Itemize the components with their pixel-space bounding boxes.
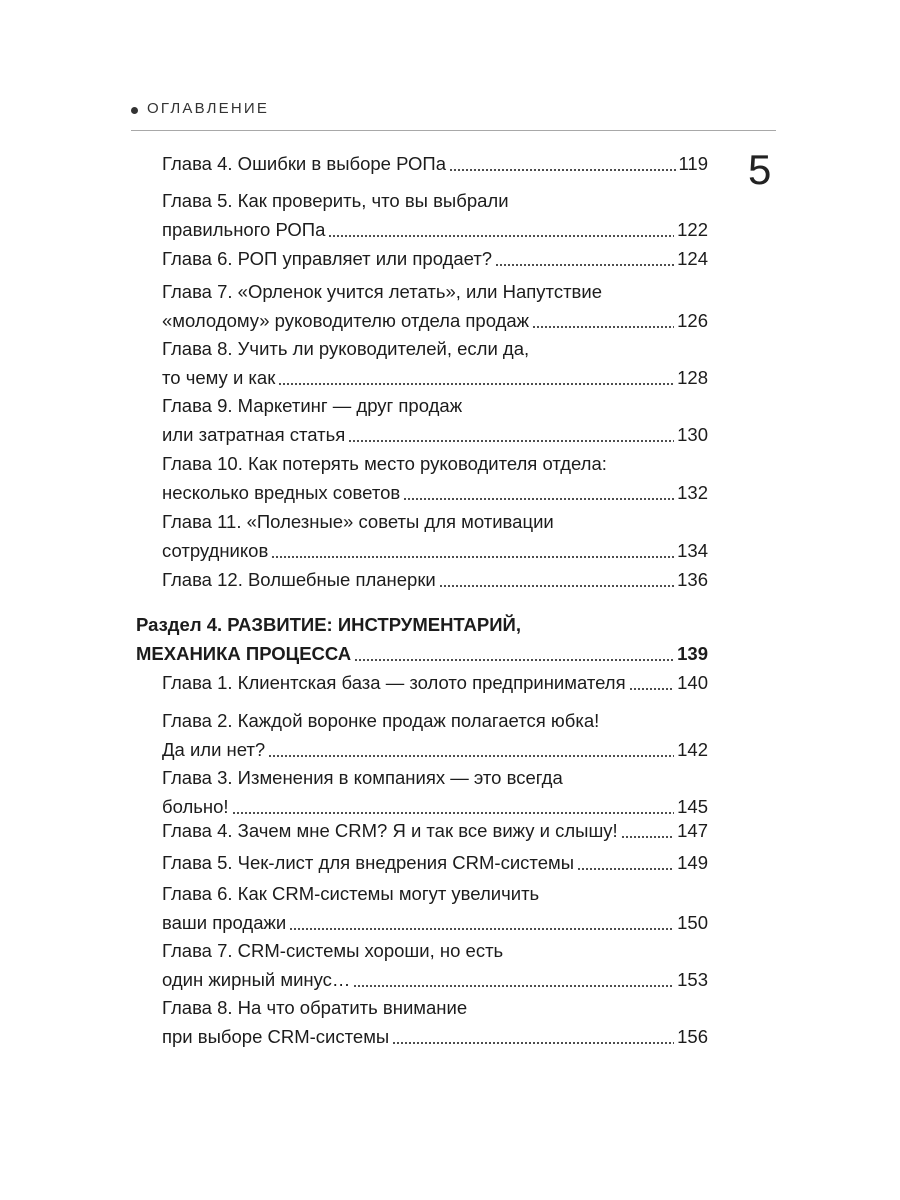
toc-page-number: 130: [677, 424, 708, 445]
toc-entry-title: Глава 7. CRM-системы хороши, но есть: [162, 940, 504, 961]
toc-entry-line: [162, 449, 708, 475]
toc-page-number: 132: [677, 482, 708, 503]
dot-leader: [348, 440, 674, 442]
toc-entry-line: [162, 507, 708, 533]
toc-entry-line: [162, 965, 708, 991]
toc-entry-line: [162, 848, 708, 874]
dot-leader: [495, 264, 674, 266]
toc-page-number: 150: [677, 912, 708, 933]
toc-entry-title: Раздел 4. РАЗВИТИЕ: ИНСТРУМЕНТАРИЙ,: [136, 614, 521, 635]
toc-entry-title: МЕХАНИКА ПРОЦЕССА: [136, 643, 352, 664]
toc-entry-line: [162, 277, 708, 303]
dot-leader: [278, 383, 674, 385]
toc-entry-title: Глава 12. Волшебные планерки: [162, 569, 436, 590]
dot-leader: [577, 868, 674, 870]
toc-entry-line: [162, 792, 708, 818]
toc-entry-line: [162, 186, 708, 212]
toc-page-number: 145: [677, 796, 708, 817]
toc-entry-title: Глава 8. Учить ли руководителей, если да,: [162, 338, 530, 359]
toc-entry-title: Глава 4. Зачем мне CRM? Я и так все вижу и слышу!: [162, 820, 618, 841]
toc-entry-title: сотрудников: [162, 540, 269, 561]
toc-entry-line: [162, 536, 708, 562]
toc-entry-line: [162, 565, 708, 591]
toc-entry-title: Глава 6. Как CRM-системы могут увеличить: [162, 883, 540, 904]
dot-leader: [354, 659, 674, 661]
toc-entry-title: при выборе CRM-системы: [162, 1026, 390, 1047]
dot-leader: [353, 985, 674, 987]
toc-entry-title: больно!: [162, 796, 229, 817]
dot-leader: [621, 836, 674, 838]
toc-entry-title: то чему и как: [162, 367, 276, 388]
toc-page-number: 147: [677, 820, 708, 841]
toc-page-number: 126: [677, 310, 708, 331]
dot-leader: [328, 235, 674, 237]
toc-section-line: [136, 639, 708, 665]
dot-leader: [532, 326, 674, 328]
toc-entry-line: [162, 993, 708, 1019]
toc-entry-title: Глава 10. Как потерять место руководителя отдела:: [162, 453, 607, 474]
toc-page-number: 153: [677, 969, 708, 990]
dot-leader: [392, 1042, 674, 1044]
toc-entry-line: [162, 478, 708, 504]
toc-entry-line: [162, 215, 708, 241]
toc-page-number: 142: [677, 739, 708, 760]
dot-leader: [403, 498, 674, 500]
toc-page-number: 134: [677, 540, 708, 561]
toc-entry-line: [162, 879, 708, 905]
toc-page-number: 124: [677, 248, 708, 269]
toc-entry-line: [162, 1022, 708, 1048]
toc-entry-title: Глава 11. «Полезные» советы для мотивации: [162, 511, 554, 532]
toc-page-number: 156: [677, 1026, 708, 1047]
toc-entry-title: один жирный минус…: [162, 969, 351, 990]
header-title: ОГЛАВЛЕНИЕ: [147, 100, 270, 117]
toc-entry-line: [162, 668, 708, 694]
toc-entry-line: [162, 420, 708, 446]
toc-entry-line: [162, 244, 708, 270]
toc-entry-line: [162, 936, 708, 962]
toc-page-number: 128: [677, 367, 708, 388]
toc-entry-line: [162, 391, 708, 417]
toc-entry-title: Глава 2. Каждой воронке продаж полагается юбка!: [162, 710, 600, 731]
toc-entry-line: [162, 363, 708, 389]
dot-leader: [268, 755, 674, 757]
toc-entry-line: [162, 306, 708, 332]
page-number: 5: [748, 146, 772, 193]
toc-entry-title: Глава 9. Маркетинг — друг продаж: [162, 395, 463, 416]
toc-entry-line: [162, 334, 708, 360]
toc-entry-line: [162, 908, 708, 934]
toc-entry-title: правильного РОПа: [162, 219, 326, 240]
dot-leader: [449, 169, 675, 171]
toc-entry-line: [162, 763, 708, 789]
toc-page-number: 122: [677, 219, 708, 240]
toc-entry-title: несколько вредных советов: [162, 482, 401, 503]
toc-page-number: 139: [677, 643, 708, 664]
dot-leader: [439, 585, 674, 587]
toc-entry-title: ваши продажи: [162, 912, 287, 933]
toc-entry-title: «молодому» руководителю отдела продаж: [162, 310, 530, 331]
toc-page-number: 136: [677, 569, 708, 590]
toc-entry-line: [162, 735, 708, 761]
toc-entry-title: Глава 7. «Орленок учится летать», или Напутствие: [162, 281, 602, 302]
toc-entry-line: [162, 706, 708, 732]
toc-entry-title: Глава 4. Ошибки в выборе РОПа: [162, 153, 447, 174]
toc-entry-title: Глава 5. Как проверить, что вы выбрали: [162, 190, 509, 211]
toc-entry-line: [162, 816, 708, 842]
toc-entry-title: Глава 3. Изменения в компаниях — это всегда: [162, 767, 563, 788]
toc-page-number: 140: [677, 672, 708, 693]
toc-entry-title: Глава 8. На что обратить внимание: [162, 997, 468, 1018]
toc-entry-title: или затратная статья: [162, 424, 346, 445]
dot-leader: [289, 928, 674, 930]
toc-entry-title: Да или нет?: [162, 739, 266, 760]
toc-entry-title: Глава 1. Клиентская база — золото предпринимателя: [162, 672, 626, 693]
toc-entry-title: Глава 5. Чек-лист для внедрения CRM-системы: [162, 852, 574, 873]
toc-entry-line: [162, 149, 708, 175]
dot-leader: [271, 556, 674, 558]
toc-page-number: 119: [678, 153, 708, 174]
dot-leader: [232, 812, 675, 814]
toc-section-line: [136, 610, 708, 636]
toc-page-number: 149: [677, 852, 708, 873]
toc-entry-title: Глава 6. РОП управляет или продает?: [162, 248, 493, 269]
dot-leader: [629, 688, 675, 690]
